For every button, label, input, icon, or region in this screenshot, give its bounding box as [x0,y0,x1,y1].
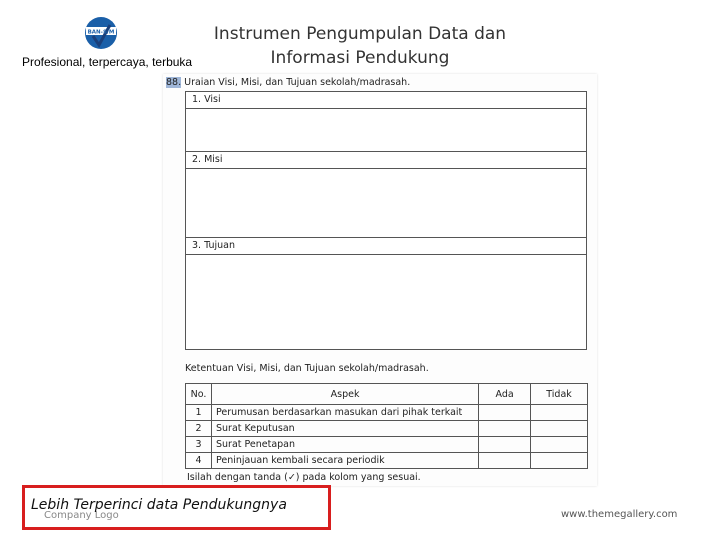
heading-text: Uraian Visi, Misi, dan Tujuan sekolah/madrasah. [181,77,411,88]
heading-number: 88. [166,77,182,88]
aspek-table [185,383,588,469]
slide-title-line2: Informasi Pendukung [270,48,450,68]
website-url[interactable]: www.themegallery.com [561,509,678,520]
document-heading [166,77,410,88]
slide-title-line1: Instrumen Pengumpulan Data dan [213,24,507,44]
ada-cell[interactable] [479,421,531,437]
header-aspek: Aspek [211,384,478,405]
row-aspek: Surat Penetapan [211,437,478,453]
row-no: 1 [186,405,212,421]
tagline: Profesional, terpercaya, terbuka [22,55,193,69]
visi-label: 1. Visi [186,92,586,109]
table-row [186,421,588,437]
table-row [186,405,588,421]
row-aspek: Surat Keputusan [211,421,478,437]
tidak-cell[interactable] [531,453,588,469]
row-aspek: Perumusan berdasarkan masukan dari pihak terkait [211,405,478,421]
tidak-cell[interactable] [531,421,588,437]
row-aspek: Peninjauan kembali secara periodik [211,453,478,469]
ada-cell[interactable] [479,437,531,453]
header-ada: Ada [479,384,531,405]
misi-label: 2. Misi [186,152,586,169]
company-logo-text: Company Logo [44,510,119,521]
row-no: 2 [186,421,212,437]
header-no: No. [186,384,212,405]
table-header-row [186,384,588,405]
tujuan-box [185,237,587,350]
tidak-cell[interactable] [531,405,588,421]
criteria-title: Ketentuan Visi, Misi, dan Tujuan sekolah/madrasah. [185,363,429,374]
ada-cell[interactable] [479,405,531,421]
tujuan-label: 3. Tujuan [186,238,586,255]
table-row [186,437,588,453]
tidak-cell[interactable] [531,437,588,453]
header-tidak: Tidak [531,384,588,405]
misi-box [185,151,587,238]
row-no: 3 [186,437,212,453]
ban-sm-logo [84,16,118,50]
ada-cell[interactable] [479,453,531,469]
logo-text: BAN-S/M [87,29,115,36]
ban-sm-emblem-icon [84,16,118,50]
slide-title [205,22,515,70]
callout-text: Lebih Terperinci data Pendukungnya [31,497,287,513]
row-no: 4 [186,453,212,469]
instruction-note: Isilah dengan tanda (✓) pada kolom yang sesuai. [187,472,421,483]
table-row [186,453,588,469]
visi-box [185,91,587,152]
